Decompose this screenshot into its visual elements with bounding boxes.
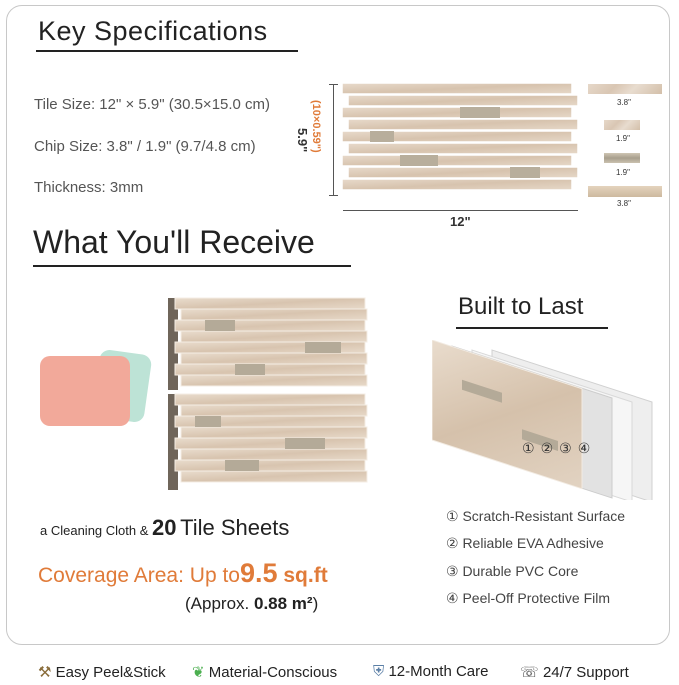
key-specs-title: Key Specifications [38, 16, 268, 46]
footer-label-1: Easy Peel&Stick [55, 664, 166, 681]
shield-icon: ⛨ [373, 663, 385, 680]
approx-line [185, 594, 318, 614]
chip-size-text: Chip Size: 3.8" / 1.9" (9.7/4.8 cm) [34, 138, 256, 155]
footer-label-2: Material-Conscious [208, 664, 338, 681]
tile-sheet-image [340, 80, 580, 202]
footer-label-3: 12-Month Care [388, 663, 489, 680]
tile-diagram [340, 80, 580, 202]
receive-title: What You'll Receive [33, 224, 315, 260]
chip-3-8-b [588, 186, 662, 197]
phone-icon: ☏ [520, 664, 539, 681]
coverage-value: 9.5 [239, 558, 278, 588]
approx-value: 0.88 m² [253, 594, 313, 613]
chip-label-4: 3.8" [617, 199, 631, 208]
receive-prefix: a Cleaning Cloth & [40, 523, 149, 538]
width-dim-line [343, 210, 578, 211]
footer-item-material [192, 663, 337, 681]
layer-marker-4: ④ [577, 440, 597, 456]
footer-item-peel-stick [38, 663, 166, 681]
coverage-label: Coverage Area: [38, 564, 184, 587]
chip-1-9-a [604, 120, 640, 130]
height-metric-label: (10×0.59") [310, 100, 322, 153]
layer-item-1: ① Scratch-Resistant Surface [446, 508, 626, 524]
footer-item-care [373, 663, 489, 680]
layer-item-3: ③ Durable PVC Core [446, 563, 579, 579]
tile-size-text: Tile Size: 12" × 5.9" (30.5×15.0 cm) [34, 96, 271, 113]
layer-marker-3: ③ [559, 440, 578, 456]
chip-label-2: 1.9" [616, 134, 630, 143]
footer-bar [38, 663, 678, 685]
chip-3-8-a [588, 84, 662, 94]
layer-marker-1: ① [522, 440, 541, 456]
footer-label-4: 24/7 Support [542, 664, 629, 681]
chip-1-9-b [604, 153, 640, 163]
chip-label-1: 3.8" [617, 98, 631, 107]
height-label: 5.9" [295, 128, 310, 153]
coverage-line [38, 558, 328, 589]
height-tick-top [329, 84, 338, 85]
height-dim-line [333, 84, 334, 196]
built-underline [456, 327, 608, 329]
thickness-text: Thickness: 3mm [34, 179, 144, 196]
layer-marker-2: ② [540, 440, 560, 456]
tools-icon: ⚒ [38, 664, 52, 681]
height-tick-bottom [329, 195, 338, 196]
layer-item-4: ④ Peel-Off Protective Film [446, 590, 611, 606]
sprout-icon: ❦ [192, 664, 205, 681]
key-specs-underline [36, 50, 298, 52]
built-title: Built to Last [458, 293, 584, 320]
chip-label-3: 1.9" [616, 168, 630, 177]
layers-image [432, 340, 662, 500]
tile-count: 20 [152, 515, 177, 540]
cleaning-cloth-image [40, 350, 150, 440]
footer-item-support [520, 663, 629, 681]
approx-prefix: (Approx. [185, 594, 250, 613]
approx-suffix: ) [312, 594, 319, 613]
coverage-unit: sq.ft [283, 564, 328, 587]
layer-item-2: ② Reliable EVA Adhesive [446, 535, 604, 551]
receive-underline [33, 265, 351, 267]
layer-markers [522, 440, 596, 457]
receive-summary [40, 515, 289, 541]
tile-count-suffix: Tile Sheets [180, 515, 290, 540]
tile-sheets-stack-image [165, 296, 370, 494]
width-label: 12" [450, 214, 471, 229]
coverage-up-to: Up to [189, 564, 240, 587]
